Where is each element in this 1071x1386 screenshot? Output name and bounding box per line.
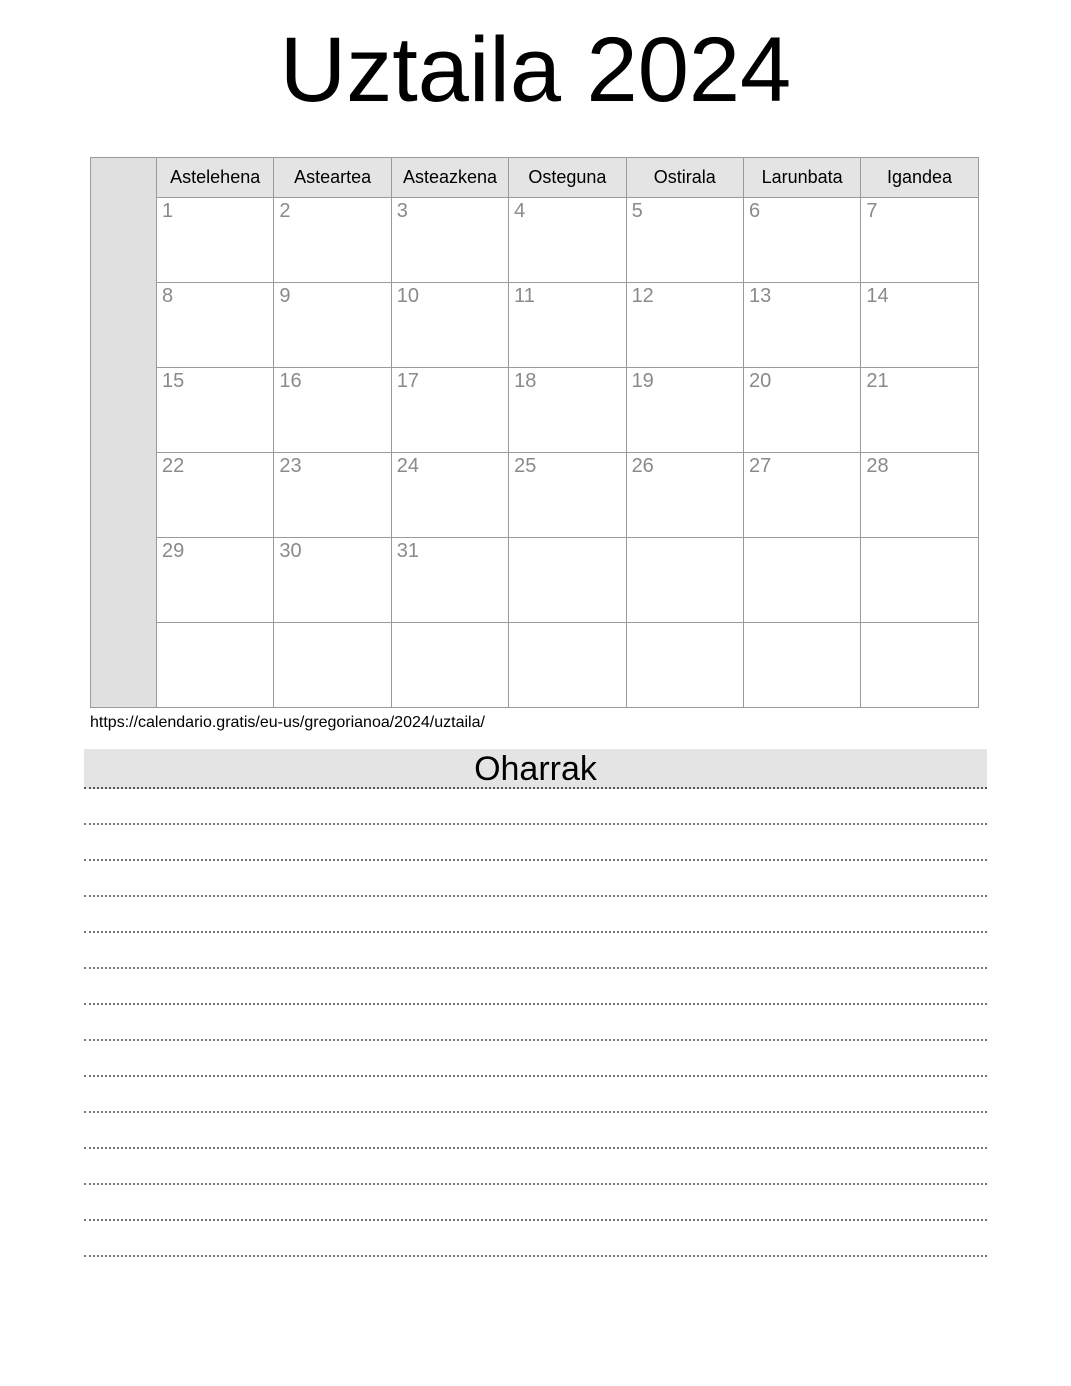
weekday-header-sunday: Igandea (861, 158, 978, 198)
weekday-header-thursday: Osteguna (509, 158, 626, 198)
day-cell (157, 623, 274, 708)
calendar-week-row (91, 368, 979, 453)
day-cell (743, 453, 860, 538)
day-number: 16 (279, 370, 302, 392)
day-number: 20 (748, 370, 772, 392)
day-cell (274, 368, 391, 453)
day-cell (157, 198, 274, 283)
day-cell (626, 283, 743, 368)
note-line (84, 1221, 987, 1257)
day-number: 8 (162, 285, 174, 307)
day-number: 3 (396, 200, 408, 222)
day-cell (743, 538, 860, 623)
day-cell (274, 453, 391, 538)
calendar-week-row (91, 623, 979, 708)
day-cell (861, 453, 978, 538)
note-line (84, 933, 987, 969)
day-number (861, 623, 977, 624)
note-line (84, 969, 987, 1005)
weekday-header-saturday: Larunbata (743, 158, 860, 198)
day-number: 27 (748, 455, 772, 477)
day-cell (861, 283, 978, 368)
note-line (84, 1005, 987, 1041)
day-cell (743, 283, 860, 368)
day-number (861, 538, 977, 539)
calendar-table (90, 157, 979, 708)
weekday-header-row (91, 158, 979, 198)
note-line (84, 1185, 987, 1221)
day-cell (626, 368, 743, 453)
day-cell (743, 368, 860, 453)
day-number (157, 623, 273, 624)
day-number (509, 623, 625, 624)
day-cell (391, 453, 508, 538)
source-url: https://calendario.gratis/eu-us/gregorianoa/2024/uztaila/ (90, 714, 485, 731)
weekday-header-wednesday: Asteazkena (391, 158, 508, 198)
day-cell (391, 283, 508, 368)
notes-lines (84, 789, 987, 1257)
weekday-header-friday: Ostirala (626, 158, 743, 198)
day-cell (509, 198, 626, 283)
day-number: 21 (866, 370, 889, 392)
day-number: 25 (514, 455, 537, 477)
day-number: 1 (162, 200, 174, 222)
calendar-week-row (91, 538, 979, 623)
page-title: Uztaila 2024 (279, 19, 792, 121)
day-number: 23 (279, 455, 302, 477)
day-cell (274, 538, 391, 623)
day-number (274, 623, 390, 624)
day-number: 2 (279, 200, 291, 222)
day-cell (626, 623, 743, 708)
day-cell (861, 623, 978, 708)
day-cell (157, 368, 274, 453)
note-line (84, 825, 987, 861)
calendar-week-row (91, 283, 979, 368)
day-number (509, 538, 625, 539)
day-cell (391, 198, 508, 283)
side-column (91, 158, 157, 708)
day-number (627, 538, 743, 539)
day-cell (626, 198, 743, 283)
day-number: 7 (866, 200, 878, 222)
day-cell (626, 453, 743, 538)
day-number: 13 (748, 285, 772, 307)
note-line (84, 1041, 987, 1077)
day-number: 4 (514, 200, 526, 222)
calendar-week-row (91, 453, 979, 538)
note-line (84, 1113, 987, 1149)
day-number: 19 (631, 370, 654, 392)
day-cell (391, 538, 508, 623)
day-number: 18 (514, 370, 537, 392)
day-cell (157, 283, 274, 368)
note-line (84, 897, 987, 933)
note-line (84, 1149, 987, 1185)
day-number: 11 (514, 285, 535, 307)
day-number: 26 (631, 455, 654, 477)
day-cell (626, 538, 743, 623)
day-number: 22 (162, 455, 185, 477)
calendar-week-row (91, 198, 979, 283)
day-cell (743, 623, 860, 708)
day-number: 24 (396, 455, 420, 477)
notes-heading: Oharrak (84, 749, 987, 789)
day-cell (157, 538, 274, 623)
day-cell (743, 198, 860, 283)
day-cell (509, 623, 626, 708)
day-number: 29 (162, 540, 185, 562)
day-number: 6 (748, 200, 761, 222)
day-number (627, 623, 743, 624)
note-line (84, 1077, 987, 1113)
day-cell (391, 623, 508, 708)
day-cell (274, 198, 391, 283)
day-cell (391, 368, 508, 453)
weekday-header-tuesday: Asteartea (274, 158, 391, 198)
day-number: 9 (279, 285, 291, 307)
day-number: 10 (396, 285, 420, 307)
day-number: 28 (866, 455, 889, 477)
day-number (744, 538, 860, 539)
day-cell (509, 368, 626, 453)
note-line (84, 861, 987, 897)
day-number: 17 (396, 370, 420, 392)
day-number: 5 (631, 200, 643, 222)
day-number: 14 (866, 285, 889, 307)
day-cell (509, 283, 626, 368)
weekday-header-monday: Astelehena (157, 158, 274, 198)
day-cell (861, 538, 978, 623)
day-number: 30 (279, 540, 302, 562)
day-cell (274, 623, 391, 708)
day-cell (157, 453, 274, 538)
day-cell (861, 368, 978, 453)
day-number: 31 (396, 540, 420, 562)
note-line (84, 789, 987, 825)
day-cell (509, 453, 626, 538)
day-cell (274, 283, 391, 368)
day-number: 12 (631, 285, 654, 307)
day-number (392, 623, 508, 624)
day-cell (509, 538, 626, 623)
day-cell (861, 198, 978, 283)
day-number: 15 (162, 370, 185, 392)
day-number (744, 623, 860, 624)
